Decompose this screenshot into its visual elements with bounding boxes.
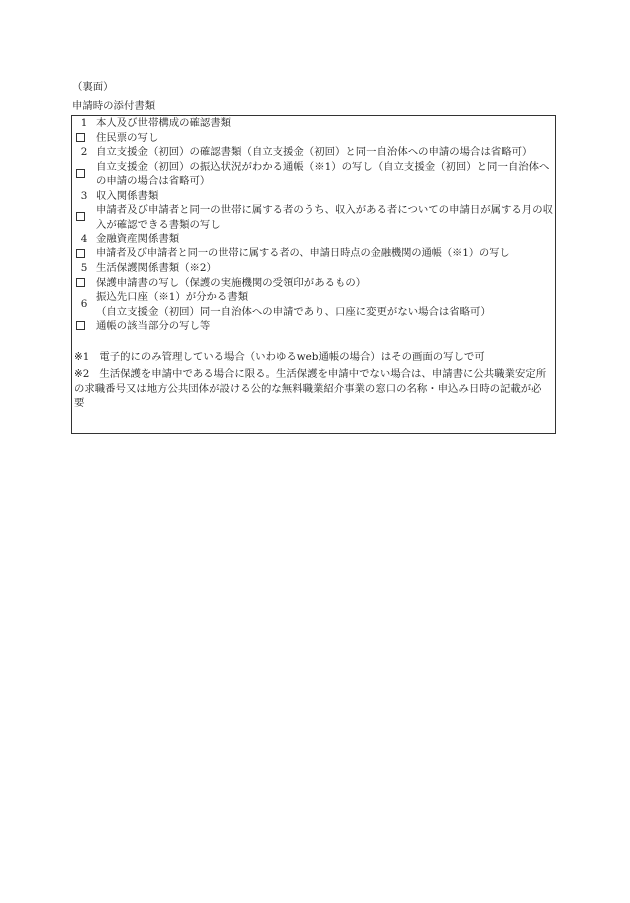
category-row-3 xyxy=(72,189,555,204)
footnote-text: 電子的にのみ管理している場合（いわゆるweb通帳の場合）はその画面の写しで可 xyxy=(99,350,485,363)
attachments-box xyxy=(71,115,556,434)
section-title: 申請時の添付書類 xyxy=(72,100,156,112)
document-row-financial-passbook xyxy=(72,247,555,262)
checkbox[interactable] xyxy=(76,278,85,287)
category-number: 3 xyxy=(80,189,88,202)
category-label xyxy=(96,290,555,319)
category-label-sub: （自立支援金（初回）同一自治体への申請であり、口座に変更がない場合は省略可） xyxy=(96,305,491,318)
document-label: 申請者及び申請者と同一の世帯に属する者の、申請日時点の金融機関の通帳（※1）の写し xyxy=(96,247,510,259)
page-side-label: （裏面） xyxy=(72,81,114,93)
document-label: 申請者及び申請者と同一の世帯に属する者のうち、収入がある者についての申請日が属する月の収入が確認できる書類の写し xyxy=(96,204,553,231)
document-label: 住民票の写し xyxy=(96,131,159,144)
category-row-5 xyxy=(72,261,555,276)
footnote-label: ※1 xyxy=(74,350,90,363)
category-row-1 xyxy=(72,116,555,131)
footnote-1 xyxy=(72,350,555,365)
category-number: 1 xyxy=(80,117,88,129)
document-label: 通帳の該当部分の写し等 xyxy=(96,320,211,332)
document-label: 自立支援金（初回）の振込状況がわかる通帳（※1）の写し（自立支援金（初回）と同一自治体への申請の場合は省略可） xyxy=(96,160,550,187)
category-label-main: 振込先口座（※1）が分かる書類 xyxy=(96,291,249,303)
category-label: 自立支援金（初回）の確認書類（自立支援金（初回）と同一自治体への申請の場合は省略可） xyxy=(96,146,533,158)
category-label: 本人及び世帯構成の確認書類 xyxy=(96,117,232,129)
checkbox[interactable] xyxy=(76,133,85,142)
footnote-text: 生活保護を申請中である場合に限る。生活保護を申請中でない場合は、申請書に公共職業安定所の求職番号又は地方公共団体が設ける公的な無料職業紹介事業の窓口の名称・申込み日時の記載が必要 xyxy=(74,368,547,409)
category-label: 収入関係書類 xyxy=(96,189,159,202)
category-row-6 xyxy=(72,290,555,319)
document-label: 保護申請書の写し（保護の実施機関の受領印があるもの） xyxy=(96,276,367,289)
document-row-passbook-page xyxy=(72,319,555,334)
category-number: 2 xyxy=(80,146,88,158)
document-row-welfare-application xyxy=(72,276,555,291)
checkbox[interactable] xyxy=(76,321,85,330)
category-row-2 xyxy=(72,145,555,160)
category-number: 4 xyxy=(80,233,88,245)
document-row-income-proof xyxy=(72,203,555,232)
checkbox[interactable] xyxy=(76,212,85,221)
document-row-resident-certificate xyxy=(72,131,555,146)
checkbox[interactable] xyxy=(76,169,85,178)
footnote-2 xyxy=(72,367,555,411)
category-number: 6 xyxy=(80,298,88,311)
category-number: 5 xyxy=(80,262,88,274)
document-row-initial-transfer-passbook xyxy=(72,160,555,189)
category-row-4 xyxy=(72,232,555,247)
category-label: 生活保護関係書類（※2） xyxy=(96,262,217,274)
checkbox[interactable] xyxy=(76,249,85,258)
category-label: 金融資産関係書類 xyxy=(96,233,180,245)
footnote-label: ※2 xyxy=(74,368,90,380)
